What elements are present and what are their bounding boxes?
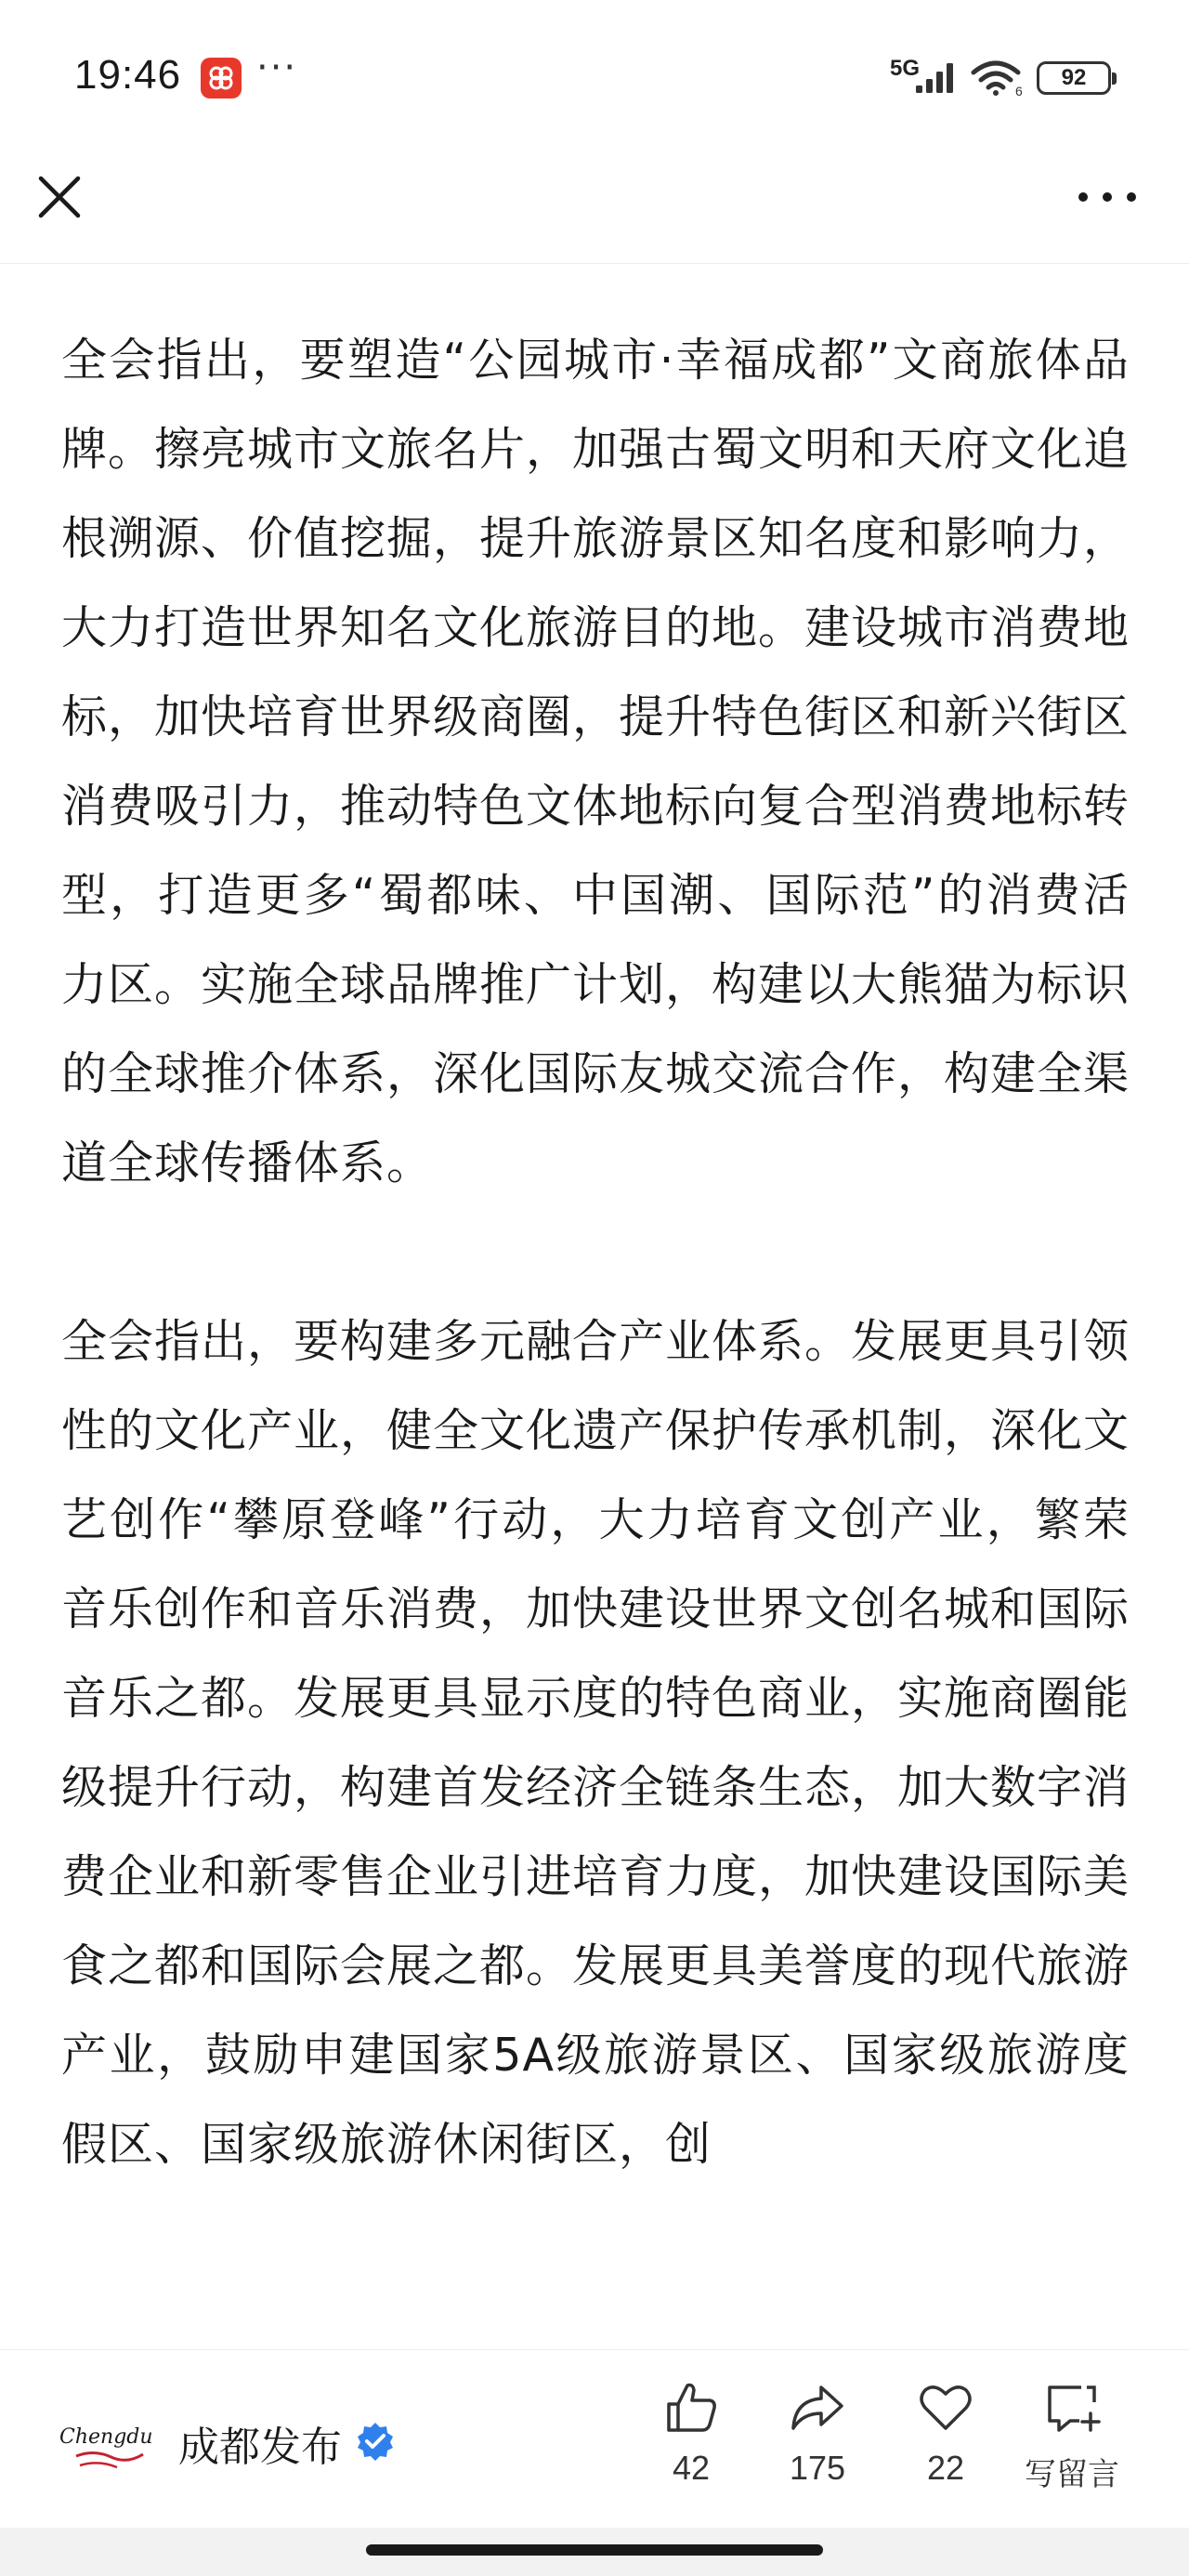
account-name[interactable]: 成都发布: [178, 2424, 342, 2471]
verified-badge-icon: [355, 2421, 396, 2462]
svg-text:6: 6: [1015, 84, 1023, 97]
write-comment-label: 写留言: [1025, 2456, 1119, 2493]
account-logo-text: Chengdu: [59, 2425, 153, 2449]
more-icon: [1070, 167, 1144, 227]
close-icon: [30, 167, 89, 227]
notification-app-icon: [201, 58, 242, 99]
comment-add-icon: [1042, 2378, 1102, 2438]
favorite-button[interactable]: [890, 2378, 1001, 2488]
more-button[interactable]: [1070, 167, 1144, 227]
article-body: [61, 316, 1130, 2189]
bottom-action-bar: [0, 2349, 1189, 2528]
article-paragraph-2: 全会指出，要构建多元融合产业体系。发展更具引领性的文化产业，健全文化遗产保护传承机制，深化文艺创作“攀原登峰”行动，大力培育文创产业，繁荣音乐创作和音乐消费，加快建设世界文创名城和国际音乐之都。发展更具显示度的特色商业，实施商圈能级提升行动，构建首发经济全链条生态，加大数字消费企业和新零售企业引进培育力度，加快建设国际美食之都和国际会展之都。发展更具美誉度的现代旅游产业，鼓励申建国家5A级旅游景区、国家级旅游度假区、国家级旅游休闲街区，创: [61, 1315, 1130, 2171]
share-icon: [788, 2378, 847, 2438]
article-paragraph-1: 全会指出，要塑造“公园城市·幸福成都”文商旅体品牌。擦亮城市文旅名片，加强古蜀文明和天府文化追根溯源、价值挖掘，提升旅游景区知名度和影响力，大力打造世界知名文化旅游目的地。建设城市消费地标，加快培育世界级商圈，提升特色街区和新兴街区消费吸引力，推动特色文体地标向复合型消费地标转型，打造更多“蜀都味、中国潮、国际范”的消费活力区。实施全球品牌推广计划，构建以大熊猫为标识的全球推介体系，深化国际友城交流合作，构建全渠道全球传播体系。: [61, 334, 1130, 1189]
heart-icon: [916, 2378, 975, 2438]
nav-bar: [0, 149, 1189, 264]
close-button[interactable]: [30, 167, 89, 227]
home-indicator[interactable]: [366, 2544, 823, 2556]
favorite-count: 22: [926, 2449, 965, 2487]
thumbs-up-icon: [661, 2378, 721, 2438]
battery-icon: [1037, 61, 1111, 95]
wifi-icon: [970, 59, 1026, 97]
signal-icon: [914, 61, 959, 95]
account-logo[interactable]: [58, 2419, 154, 2475]
like-button[interactable]: [635, 2378, 747, 2488]
like-count: 42: [672, 2449, 711, 2487]
status-time: 19:46: [74, 52, 182, 98]
share-button[interactable]: [762, 2378, 873, 2488]
more-notifications-dots: ···: [256, 46, 298, 89]
write-comment-button[interactable]: [1016, 2378, 1128, 2494]
battery-level: 92: [1061, 65, 1087, 90]
share-count: 175: [789, 2449, 846, 2487]
status-bar: [0, 0, 1189, 149]
network-type: 5G: [890, 56, 921, 81]
